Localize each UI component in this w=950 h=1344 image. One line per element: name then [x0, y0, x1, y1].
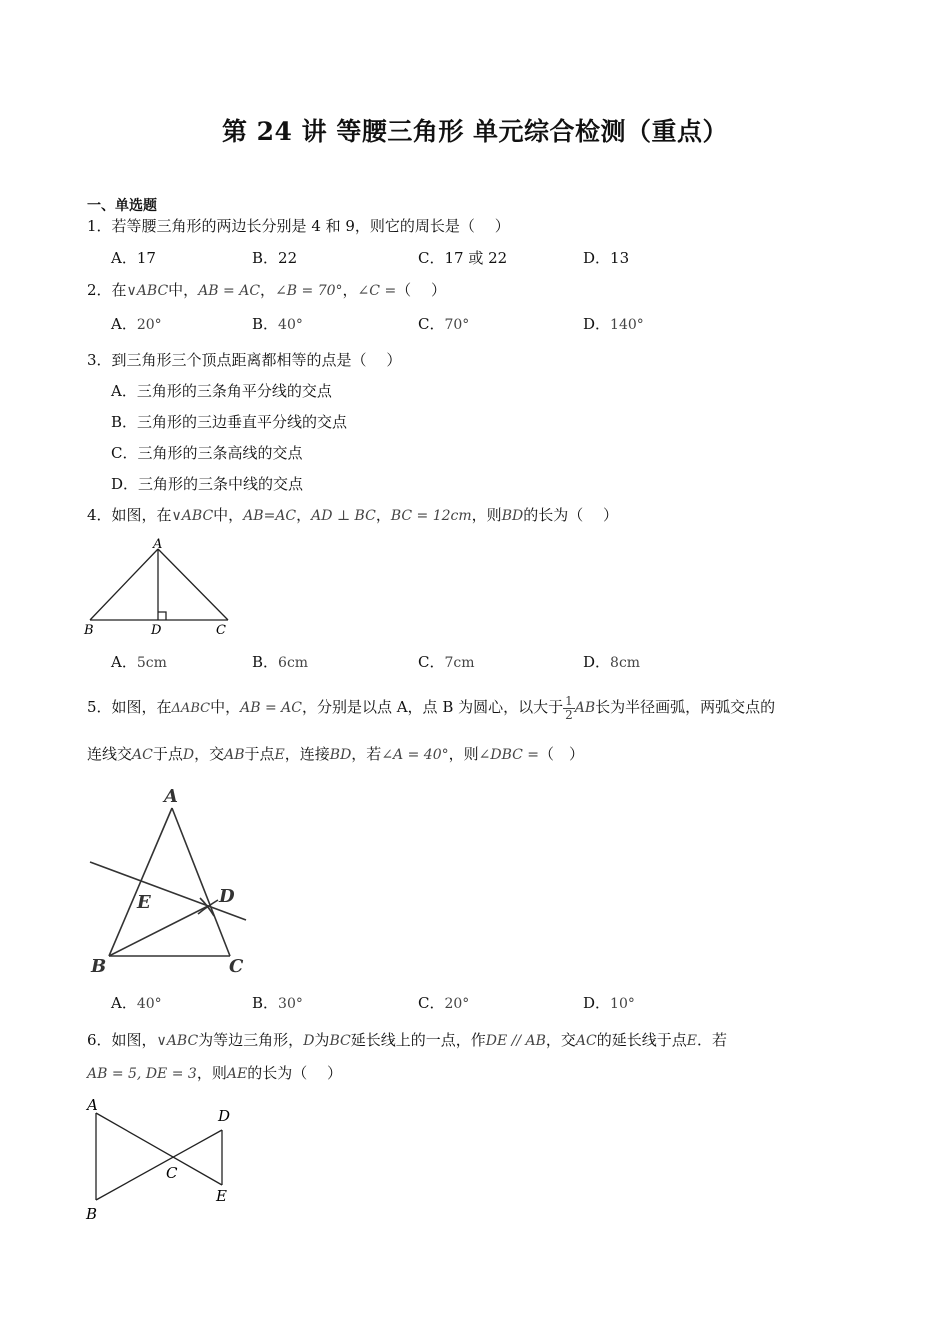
q4-label-a: A — [153, 537, 163, 552]
q1-option-c[interactable]: C．17 或 22 — [418, 249, 508, 267]
q5-label-c: C — [229, 956, 244, 977]
question-2-text: 2．在∨ABC中，AB = AC，∠B = 70°，∠C =（ ） — [87, 281, 446, 299]
q4-label-d: D — [151, 623, 162, 638]
q4-option-d[interactable]: D．8cm — [583, 653, 641, 671]
q4-option-b[interactable]: B．6cm — [252, 653, 309, 671]
question-4-text: 4．如图，在∨ABC中，AB=AC，AD ⊥ BC，BC = 12cm，则BD的长为（ ） — [87, 506, 618, 524]
q1-option-d[interactable]: D．13 — [583, 249, 630, 267]
q2-option-b[interactable]: B．40° — [252, 315, 303, 333]
page-title: 第 24 讲 等腰三角形 单元综合检测（重点） — [221, 117, 729, 146]
q6-label-c: C — [166, 1164, 178, 1182]
q5-label-b: B — [91, 956, 107, 977]
q2-option-a[interactable]: A．20° — [111, 315, 162, 333]
q1-option-b[interactable]: B．22 — [252, 249, 298, 267]
q2-option-c[interactable]: C．70° — [418, 315, 470, 333]
q3-option-c[interactable]: C．三角形的三条高线的交点 — [111, 444, 303, 462]
q6-label-e: E — [216, 1187, 227, 1205]
q6-label-a: A — [87, 1096, 98, 1114]
q5-label-a: A — [164, 786, 178, 807]
question-5-line-2: 连线交AC于点D，交AB于点E，连接BD，若∠A = 40°，则∠DBC =（ ） — [87, 745, 585, 763]
q3-option-a[interactable]: A．三角形的三条角平分线的交点 — [111, 382, 332, 400]
q3-option-d[interactable]: D．三角形的三条中线的交点 — [111, 475, 304, 493]
q6-label-d: D — [218, 1107, 231, 1125]
question-6-line-2: AB = 5, DE = 3，则AE的长为（ ） — [87, 1064, 342, 1082]
q3-option-b[interactable]: B．三角形的三边垂直平分线的交点 — [111, 413, 348, 431]
q4-option-a[interactable]: A．5cm — [111, 653, 167, 671]
question-3-text: 3．到三角形三个顶点距离都相等的点是（ ） — [87, 351, 402, 369]
q6-label-b: B — [86, 1205, 98, 1223]
q6-line-ae — [96, 1113, 222, 1185]
q1-option-a[interactable]: A．17 — [111, 249, 156, 267]
q4-label-c: C — [216, 623, 226, 638]
question-6-line-1: 6．如图，∨ABC为等边三角形，D为BC延长线上的一点，作DE // AB，交AC的延长线于点E．若 — [87, 1031, 728, 1049]
q4-option-c[interactable]: C．7cm — [418, 653, 475, 671]
q5-option-d[interactable]: D．10° — [583, 994, 635, 1012]
q5-option-c[interactable]: C．20° — [418, 994, 470, 1012]
question-5-line-1: 5．如图，在ΔABC中，AB = AC，分别是以点 A，点 B 为圆心，以大于 $\frac{1}{2}$ AB长为半径画弧，两弧交点的 — [87, 693, 776, 722]
q5-option-a[interactable]: A．40° — [111, 994, 162, 1012]
q4-label-b: B — [84, 623, 94, 638]
q5-label-e: E — [137, 892, 151, 913]
section-heading: 一、单选题 — [87, 198, 157, 214]
q5-fraction: $\frac{1}{2}$ — [565, 693, 573, 722]
q2-option-d[interactable]: D．140° — [583, 315, 644, 333]
q5-option-b[interactable]: B．30° — [252, 994, 303, 1012]
q5-label-d: D — [219, 886, 235, 907]
question-1-text: 1．若等腰三角形的两边长分别是 4 和 9，则它的周长是（ ） — [87, 217, 510, 235]
q6-line-bd — [96, 1130, 222, 1200]
